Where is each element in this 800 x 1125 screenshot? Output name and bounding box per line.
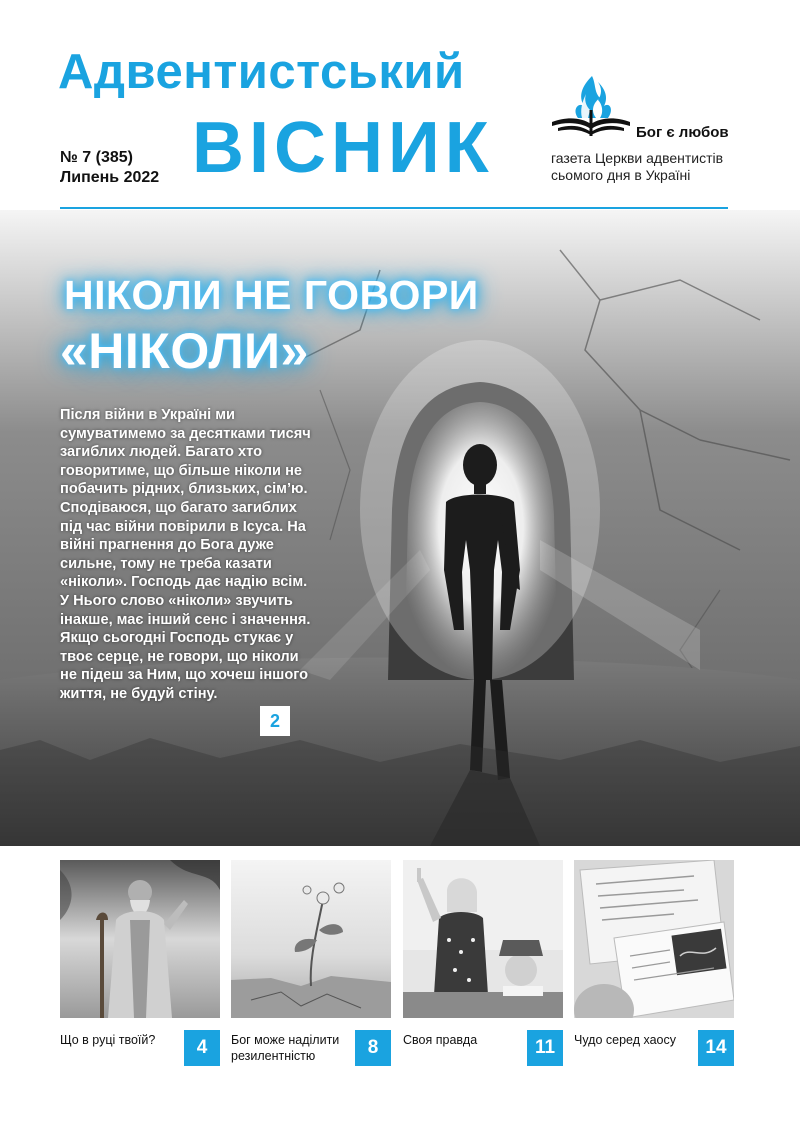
headline-line-2: «НІКОЛИ» <box>60 323 309 379</box>
issue-date: Липень 2022 <box>60 169 160 186</box>
motto: Бог є любов <box>636 124 729 141</box>
lead-paragraph: Після війни в Україні ми сумуватимемо за десятками тисяч загиблих людей. Багато хто говоритиме, що більше ніколи не побачить рідних, близьких, сім’ю. Сподіваюся, що багато загиблих під час війни повірили в Ісуса. На війні прагнення до Бога дуже сильне, тому не треба казати «ніколи». Господь дає надію всім. У Нього слово «ніколи» звучить інакше, має інший сенс і значення. Якщо сьогодні Господь стукає у твоє серце, не говори, що ніколи не підеш за Ним, що хочеш іншого життя, не будуй стіну. <box>60 407 311 702</box>
teaser-row <box>0 846 800 1125</box>
teaser-title: Своя правда <box>403 1033 478 1047</box>
mother-scolding-child <box>403 860 563 1018</box>
masthead-divider <box>60 207 728 209</box>
teaser-title: Що в руці твоїй? <box>60 1033 156 1047</box>
moses-with-staff <box>60 860 220 1018</box>
sprout-in-cracked-ground <box>231 860 391 1018</box>
teaser-item[interactable] <box>574 860 734 1080</box>
teaser-item[interactable] <box>231 860 391 1080</box>
teaser-page-badge[interactable]: 4 <box>184 1030 220 1066</box>
teaser-title: Чудо серед хаосу <box>574 1033 676 1047</box>
teaser-page-badge[interactable]: 14 <box>698 1030 734 1066</box>
subtitle-line-2: сьомого дня в Україні <box>551 167 691 183</box>
masthead <box>0 0 800 215</box>
headline-line-1: НІКОЛИ НЕ ГОВОРИ <box>64 272 479 318</box>
issue-number: № 7 (385) <box>60 149 133 166</box>
medical-documents <box>574 860 734 1018</box>
subtitle-line-1: газета Церкви адвентистів <box>551 150 724 166</box>
page-number-badge[interactable]: 2 <box>260 706 290 736</box>
teaser-page-badge[interactable]: 8 <box>355 1030 391 1066</box>
cover-story <box>0 210 800 846</box>
issue-info <box>60 148 159 188</box>
newspaper-subtitle <box>551 150 723 184</box>
church-logo <box>548 72 738 142</box>
adventist-flame-book-icon <box>548 72 634 142</box>
newspaper-title-top: Адвентистський <box>58 45 465 99</box>
teaser-item[interactable] <box>403 860 563 1080</box>
teaser-page-badge[interactable]: 11 <box>527 1030 563 1066</box>
teaser-item[interactable] <box>60 860 220 1080</box>
teaser-title: Бог може наділити резилентністю <box>231 1033 340 1063</box>
newspaper-title-main: ВІСНИК <box>192 108 494 188</box>
